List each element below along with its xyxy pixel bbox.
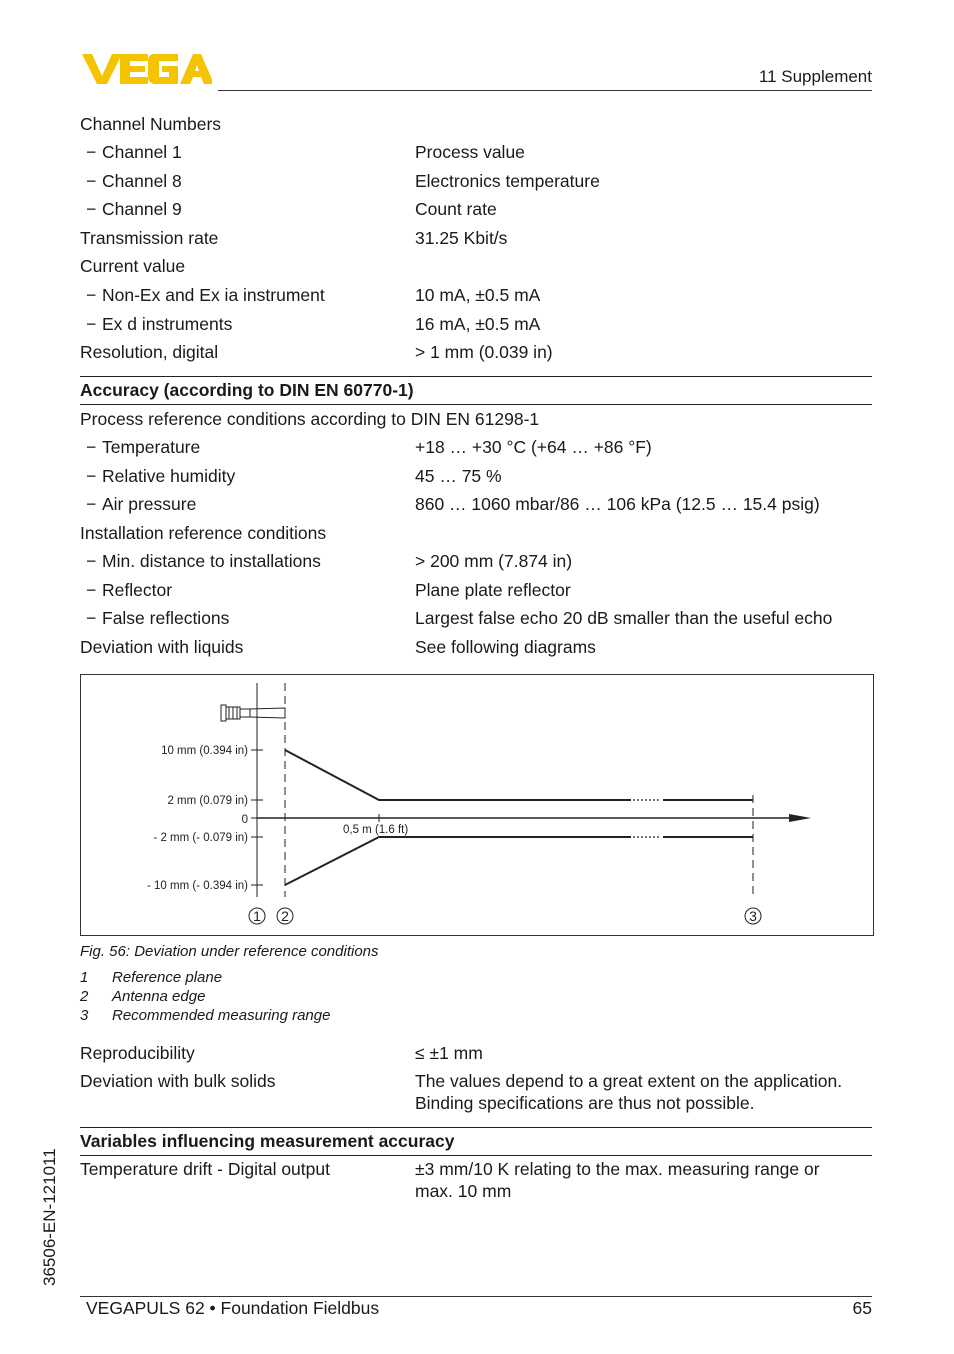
bulk-value [415,1070,875,1114]
legend-number: 1 [80,969,89,986]
page-number: 65 [852,1298,872,1318]
channel-label: Channel 1 [102,142,182,162]
y-tick-label: - 10 mm (- 0.394 in) [147,880,248,892]
process-value: 45 … 75 % [415,466,502,486]
process-label: Relative humidity [102,466,236,486]
document-id: 36506-EN-121011 [40,1148,59,1286]
reproducibility-value: ≤ ±1 mm [415,1043,483,1063]
legend-text: Recommended measuring range [112,1007,331,1024]
dash: − [86,199,97,219]
channel-value: Process value [415,142,525,162]
install-label: False reflections [102,608,230,628]
lower-deviation-line [285,837,631,885]
y-tick-label: - 2 mm (- 0.079 in) [153,832,248,844]
current-value: 16 mA, ±0.5 mA [415,314,541,334]
transmission-value: 31.25 Kbit/s [415,228,508,248]
y-tick-label: 0 [241,814,248,826]
drift-value-line: max. 10 mm [415,1181,512,1201]
marker-label: 1 [253,908,261,924]
legend-number: 2 [80,988,89,1005]
install-title: Installation reference conditions [80,523,327,543]
resolution-label: Resolution, digital [80,342,219,362]
sensor-icon [221,705,285,721]
install-label: Reflector [102,580,173,600]
process-title: Process reference conditions according to DIN EN 61298-1 [80,409,540,429]
figure-caption: Fig. 56: Deviation under reference conditions [80,943,379,960]
process-value: +18 … +30 °C (+64 … +86 °F) [415,437,652,457]
drift-label: Temperature drift - Digital output [80,1159,330,1179]
resolution-value: > 1 mm (0.039 in) [415,342,553,362]
channel-value: Count rate [415,199,497,219]
dash: − [86,580,97,600]
header-rule [218,90,872,91]
liquids-label: Deviation with liquids [80,637,244,657]
process-value: 860 … 1060 mbar/86 … 106 kPa (12.5 … 15.4 psig) [415,494,820,514]
liquids-value: See following diagrams [415,637,596,657]
current-value: 10 mA, ±0.5 mA [415,285,541,305]
bulk-value-line: The values depend to a great extent on the application. [415,1071,843,1091]
dash: − [86,142,97,162]
channels-title: Channel Numbers [80,114,222,134]
dash: − [86,494,97,514]
footer-product: VEGAPULS 62 • Foundation Fieldbus [86,1298,380,1318]
process-label: Temperature [102,437,201,457]
channel-label: Channel 8 [102,171,182,191]
accuracy-heading: Accuracy (according to DIN EN 60770-1) [80,376,872,405]
y-tick-label: 10 mm (0.394 in) [161,745,248,757]
legend-number: 3 [80,1007,89,1024]
variables-heading: Variables influencing measurement accuracy [80,1127,872,1156]
dash: − [86,551,97,571]
install-value: Largest false echo 20 dB smaller than the useful echo [415,608,833,628]
marker-label: 2 [281,908,289,924]
deviation-figure [80,674,874,936]
bulk-value-line: Binding specifications are thus not possible. [415,1093,755,1113]
install-label: Min. distance to installations [102,551,321,571]
transmission-label: Transmission rate [80,228,219,248]
legend-text: Reference plane [112,969,223,986]
x-axis-arrow [789,814,811,822]
drift-value [415,1158,875,1202]
reproducibility-label: Reproducibility [80,1043,195,1063]
footer-rule [80,1296,872,1297]
x-mark-label: 0,5 m (1.6 ft) [343,824,409,836]
install-value: > 200 mm (7.874 in) [415,551,573,571]
upper-deviation-line [285,750,631,800]
channel-label: Channel 9 [102,199,182,219]
section-label: 11 Supplement [758,67,872,86]
vega-logo [82,50,212,86]
dash: − [86,608,97,628]
current-label: Non-Ex and Ex ia instrument [102,285,325,305]
current-title: Current value [80,256,186,276]
current-label: Ex d instruments [102,314,233,334]
dash: − [86,285,97,305]
process-label: Air pressure [102,494,197,514]
install-value: Plane plate reflector [415,580,571,600]
marker-label: 3 [749,908,757,924]
channel-value: Electronics temperature [415,171,600,191]
deviation-diagram [81,675,873,935]
bulk-label: Deviation with bulk solids [80,1071,276,1091]
y-tick-label: 2 mm (0.079 in) [167,795,248,807]
dash: − [86,466,97,486]
legend-text: Antenna edge [112,988,206,1005]
dash: − [86,437,97,457]
drift-value-line: ±3 mm/10 K relating to the max. measuring range or [415,1159,820,1179]
dash: − [86,314,97,334]
dash: − [86,171,97,191]
